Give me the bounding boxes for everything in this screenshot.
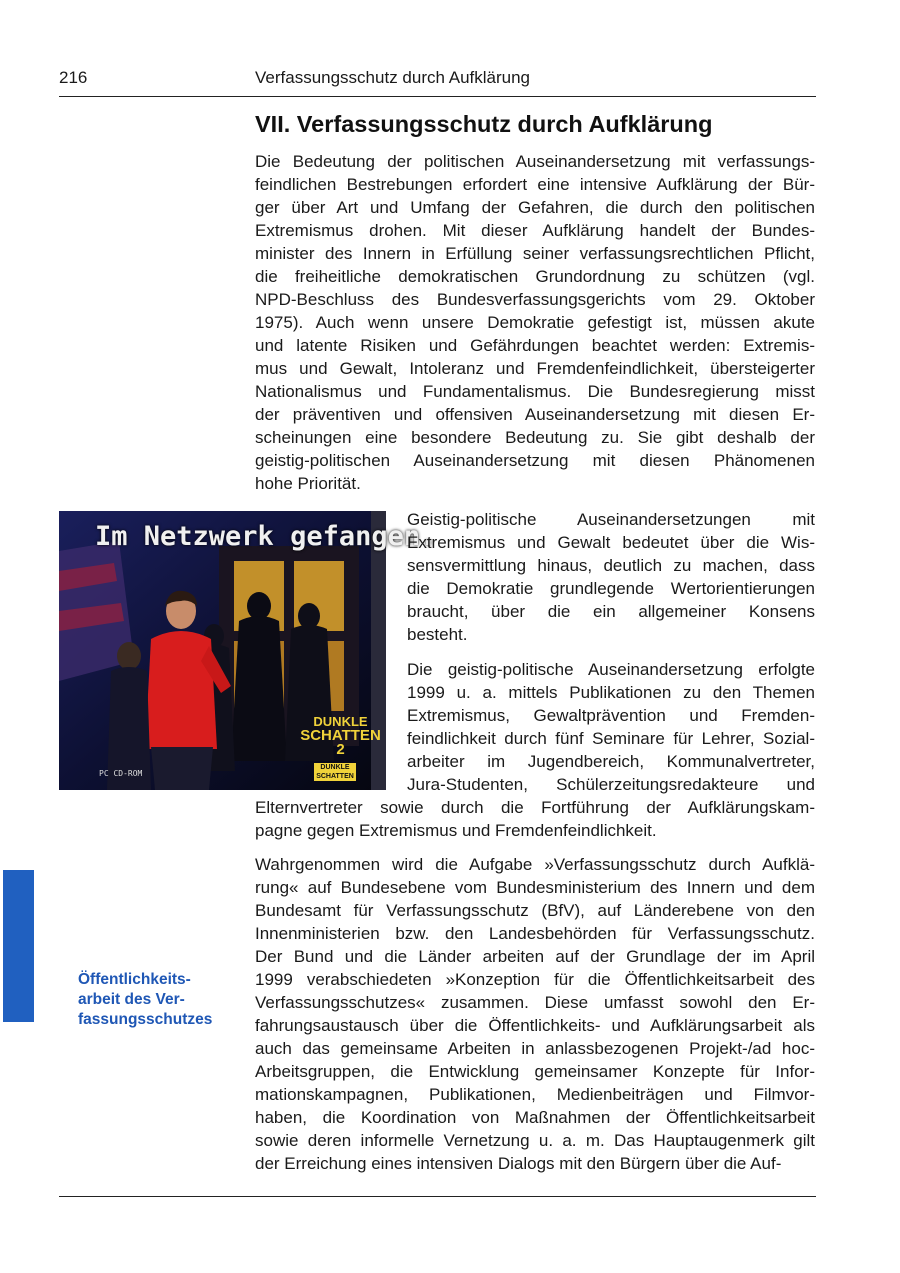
- margin-note: [78, 970, 248, 1030]
- text-line: die freiheitliche demokratischen Grundordnung zu schützen (vgl.: [255, 267, 815, 286]
- text-line: besteht.: [407, 625, 468, 644]
- text-line: mationskampagnen, Publikationen, Medienbeiträgen und Filmvor-: [255, 1085, 815, 1104]
- person-legs: [151, 747, 213, 790]
- text-line: Extremismus, Gewaltprävention und Fremden-: [407, 706, 815, 725]
- cover-brand-line1: DUNKLE: [313, 714, 368, 729]
- text-line: Arbeitsgruppen, die Entwicklung gemeinsamer Konzepte für Infor-: [255, 1062, 815, 1081]
- text-line: arbeiter im Jugendbereich, Kommunalvertreter,: [407, 752, 815, 771]
- cover-brand-line2: SCHATTEN 2: [300, 727, 381, 758]
- margin-note-line: Öffentlichkeits-: [78, 971, 191, 988]
- text-line: NPD-Beschluss des Bundesverfassungsgerichts vom 29. Oktober: [255, 290, 815, 309]
- paragraph-3-continued: [255, 796, 815, 842]
- text-line: scheinungen eine besondere Bedeutung zu. Sie gibt deshalb der: [255, 428, 815, 447]
- text-line: Extremismus drohen. Mit dieser Aufklärung handelt der Bundes-: [255, 221, 815, 240]
- text-line: mus und Gewalt, Intoleranz und Fremdenfeindlichkeit, übersteigerter: [255, 359, 815, 378]
- text-line: 1999 verabschiedeten »Konzeption für die Öffentlichkeitsarbeit des: [255, 970, 815, 989]
- text-line: Die geistig-politische Auseinandersetzung erfolgte: [407, 660, 815, 679]
- text-line: rung« auf Bundesebene vom Bundesministerium des Innern und dem: [255, 878, 815, 897]
- cover-title: Im Netzwerk gefangen.: [95, 521, 437, 552]
- text-line: Elternvertreter sowie durch die Fortführung der Aufklärungskam-: [255, 798, 815, 817]
- text-line: Der Bund und die Länder arbeiten auf der Grundlage der im April: [255, 947, 815, 966]
- footer-rule: [59, 1196, 816, 1197]
- text-line: Extremismus und Gewalt bedeutet über die Wis-: [407, 533, 815, 552]
- text-line: die Demokratie grundlegende Wertorientierungen: [407, 579, 815, 598]
- text-line: sowie deren informelle Vernetzung u. a. m. Das Hauptaugenmerk gilt: [255, 1131, 815, 1150]
- text-line: haben, die Koordination von Maßnahmen der Öffentlichkeitsarbeit: [255, 1108, 815, 1127]
- figure-cover-image: [59, 511, 437, 790]
- text-line: der Erreichung eines intensiven Dialogs mit den Bürgern über die Auf-: [255, 1154, 782, 1173]
- blue-section-tab: [3, 870, 34, 1022]
- text-line: minister des Innern in Erfüllung seiner verfassungsrechtlichen Pflicht,: [255, 244, 815, 263]
- chapter-title: VII. Verfassungsschutz durch Aufklärung: [255, 111, 713, 137]
- paragraph-3: [407, 658, 815, 796]
- margin-note-line: arbeit des Ver-: [78, 991, 185, 1008]
- margin-note-line: fassungsschutzes: [78, 1011, 213, 1028]
- text-line: geistig-politischen Auseinandersetzung mit diesen Phänomenen: [255, 451, 815, 470]
- cover-badge-line2: SCHATTEN: [316, 773, 354, 780]
- paragraph-4: [255, 853, 815, 1175]
- cover-badge-line1: DUNKLE: [320, 764, 350, 771]
- text-line: Wahrgenommen wird die Aufgabe »Verfassungsschutz durch Aufklä-: [255, 855, 815, 874]
- cover-brand-logo: [295, 715, 386, 757]
- text-line: fahrungsaustausch über die Öffentlichkeits- und Aufklärungsarbeit als: [255, 1016, 815, 1035]
- text-line: Die Bedeutung der politischen Auseinandersetzung mit verfassungs-: [255, 152, 815, 171]
- text-line: Innenministerien bzw. den Landesbehörden für Verfassungsschutz.: [255, 924, 815, 943]
- shadow-figure-head-1: [247, 592, 271, 620]
- paragraph-1: [255, 150, 815, 495]
- text-line: sensvermittlung hinaus, deutlich zu machen, dass: [407, 556, 815, 575]
- text-line: Bundesamt für Verfassungsschutz (BfV), auf Länderebene von den: [255, 901, 815, 920]
- text-line: Geistig-politische Auseinandersetzungen mit: [407, 510, 815, 529]
- text-line: 1975). Auch wenn unsere Demokratie gefestigt ist, müssen akute: [255, 313, 815, 332]
- person-red-shirt: [145, 631, 217, 749]
- text-line: Verfassungsschutzes« zusammen. Diese umfasst sowohl den Er-: [255, 993, 815, 1012]
- paragraph-2: [407, 508, 815, 646]
- text-line: Jura-Studenten, Schülerzeitungsredakteure und: [407, 775, 815, 794]
- text-line: 1999 u. a. mittels Publikationen zu den Themen: [407, 683, 815, 702]
- text-line: auch das gemeinsame Arbeiten in anlassbezogenen Projekt-/ad hoc-: [255, 1039, 815, 1058]
- text-line: der präventiven und offensiven Auseinandersetzung mit diesen Er-: [255, 405, 815, 424]
- header-rule: [59, 96, 816, 97]
- page-number: 216: [59, 68, 88, 87]
- running-header: Verfassungsschutz durch Aufklärung: [255, 68, 530, 87]
- text-line: ger über Art und Umfang der Gefahren, die durch den politischen: [255, 198, 815, 217]
- shadow-figure-body-1: [231, 616, 287, 761]
- cover-badge: [314, 763, 356, 781]
- text-line: und latente Risiken und Gefährdungen beachtet werden: Extremis-: [255, 336, 815, 355]
- text-line: feindlichkeit durch fünf Seminare für Lehrer, Sozial-: [407, 729, 815, 748]
- text-line: feindlichen Bestrebungen erfordert eine intensive Aufklärung der Bür-: [255, 175, 815, 194]
- left-person-head: [117, 642, 141, 670]
- text-line: hohe Priorität.: [255, 474, 361, 493]
- text-line: Nationalismus und Fundamentalismus. Die Bundesregierung misst: [255, 382, 815, 401]
- cover-corner-text: PC CD-ROM: [99, 769, 143, 778]
- text-line: braucht, über die ein allgemeiner Konsens: [407, 602, 815, 621]
- text-line: pagne gegen Extremismus und Fremdenfeindlichkeit.: [255, 821, 657, 840]
